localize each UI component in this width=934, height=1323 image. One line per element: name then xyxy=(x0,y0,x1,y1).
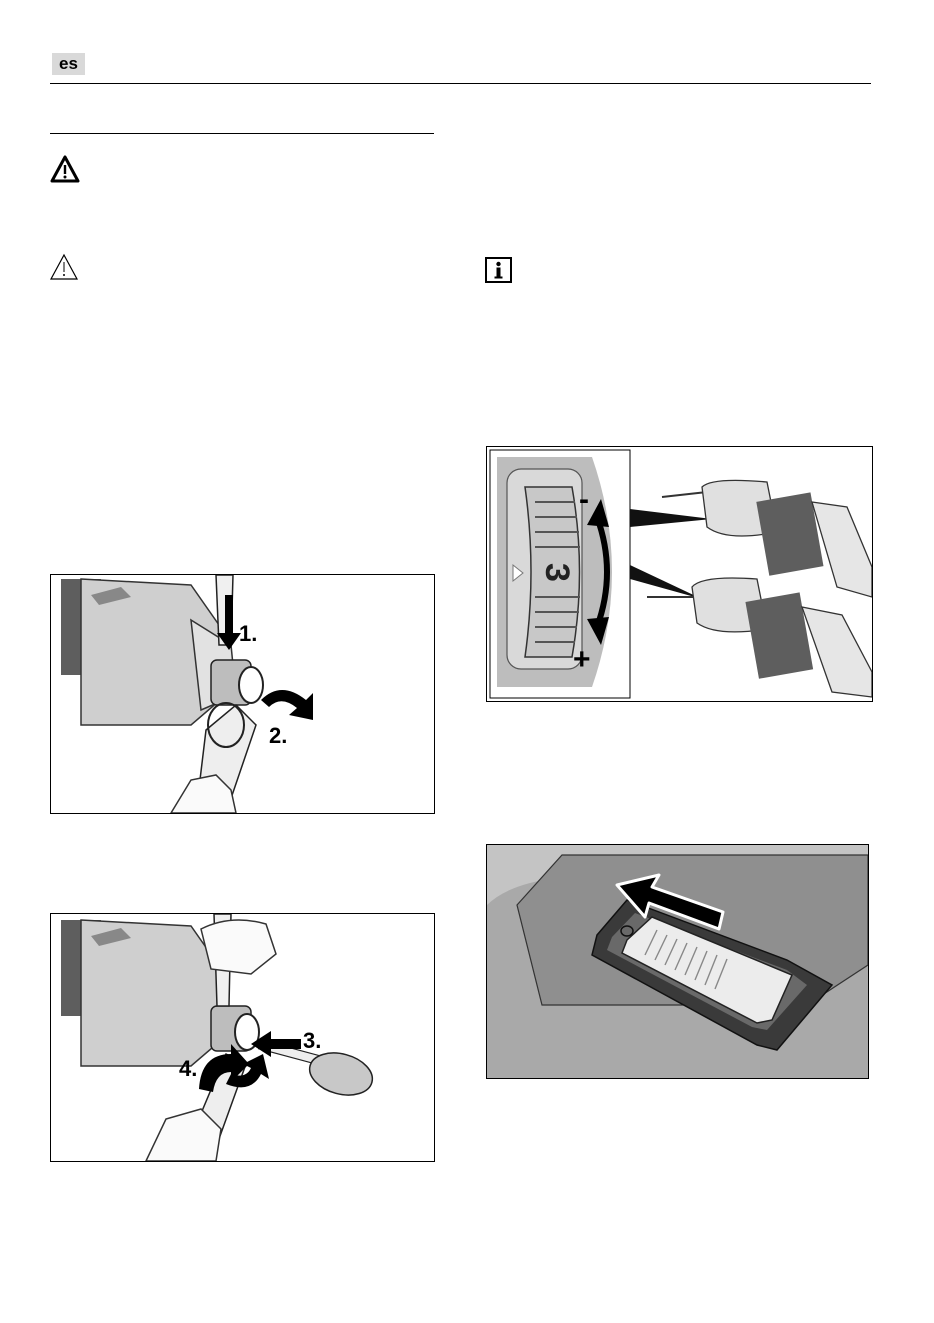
warning-icon xyxy=(50,154,80,184)
caution-icon xyxy=(49,253,79,281)
language-badge: es xyxy=(52,53,85,75)
header-rule xyxy=(50,83,871,84)
figure-speed-dial xyxy=(486,446,873,702)
figure-loosen-collet xyxy=(50,574,435,814)
step-label-2: 2. xyxy=(269,723,288,748)
section-rule xyxy=(50,133,434,134)
dial-plus-label: + xyxy=(573,643,591,676)
step-label-1: 1. xyxy=(239,621,258,646)
step-label-4: 4. xyxy=(179,1056,198,1081)
step-label-3: 3. xyxy=(303,1028,322,1053)
figure-power-switch xyxy=(486,844,869,1079)
dial-value: 3 xyxy=(538,563,576,582)
figure-insert-tool xyxy=(50,913,435,1162)
info-icon xyxy=(485,257,512,283)
dial-minus-label: - xyxy=(579,483,589,516)
